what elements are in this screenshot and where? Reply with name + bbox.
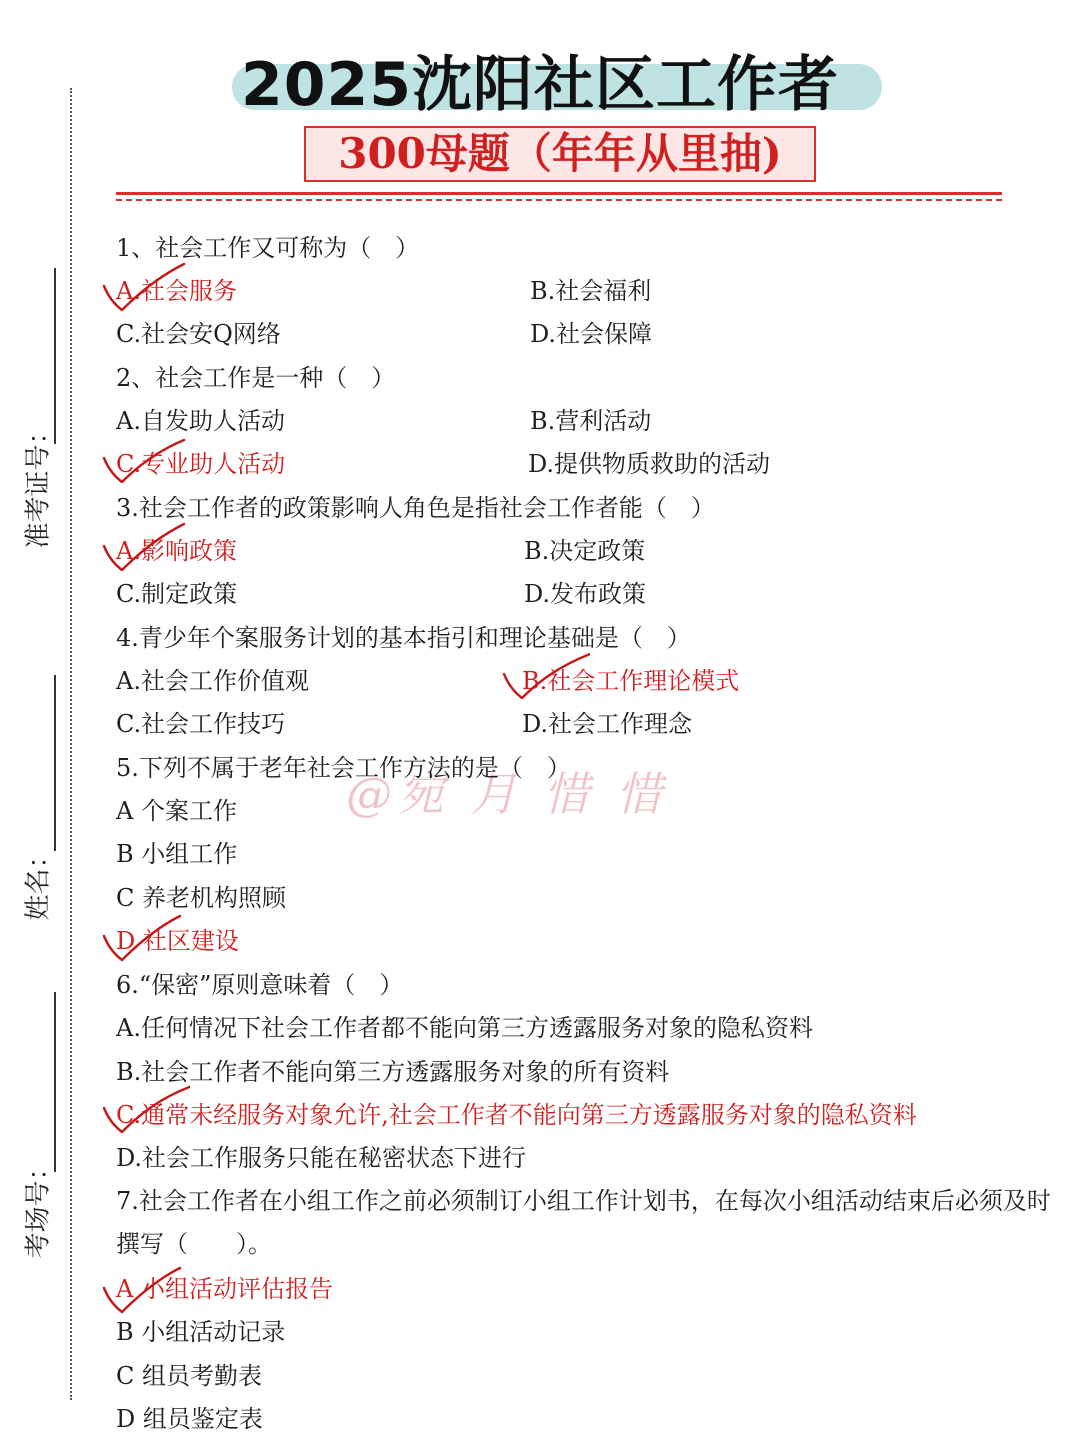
room-blank: [54, 992, 56, 1172]
q5-option-b: B 小组工作: [116, 840, 238, 868]
q3-option-c: C.制定政策: [116, 580, 238, 608]
room-label: 考场号：: [23, 1154, 54, 1259]
q2-option-b: B.营利活动: [530, 407, 652, 435]
binding-dotted-line: [70, 88, 72, 1400]
question-7: 7.社会工作者在小组工作之前必须制订小组工作计划书，在每次小组活动结束后必须及时撰写（ ）。: [116, 1187, 1051, 1258]
q7-option-b: B 小组活动记录: [116, 1318, 286, 1346]
question-5: 5.下列不属于老年社会工作方法的是（ ）: [116, 754, 571, 782]
q3-option-b: B.决定政策: [524, 537, 646, 565]
q7-option-d: D 组员鉴定表: [116, 1405, 263, 1433]
check-mark-icon: [100, 912, 190, 972]
q7-option-c: C 组员考勤表: [116, 1362, 262, 1390]
exam-id-label: 准考证号：: [23, 418, 54, 549]
exam-id-blank: [54, 268, 56, 444]
q1-option-a: A.社会服务: [116, 277, 237, 305]
header-dashed-divider: [116, 199, 1002, 201]
check-mark-icon: [100, 436, 190, 496]
check-mark-icon: [100, 1262, 190, 1322]
q5-option-d: D 社区建设: [116, 927, 239, 955]
q6-option-d: D.社会工作服务只能在秘密状态下进行: [116, 1144, 527, 1172]
q1-option-d: D.社会保障: [530, 320, 653, 348]
q1-option-c: C.社会安Q网络: [116, 320, 281, 348]
q3-option-d: D.发布政策: [524, 580, 647, 608]
q7-option-a: A 小组活动评估报告: [116, 1275, 333, 1303]
question-2: 2、社会工作是一种（ ）: [116, 364, 396, 392]
page-subtitle: 300母题（年年从里抽): [338, 129, 782, 178]
question-1: 1、社会工作又可称为（ ）: [116, 234, 420, 262]
q4-option-c: C.社会工作技巧: [116, 710, 286, 738]
q4-option-d: D.社会工作理念: [522, 710, 693, 738]
q3-option-a: A.影响政策: [116, 537, 237, 565]
name-label: 姓名：: [23, 842, 54, 921]
q4-option-b: B.社会工作理论模式: [522, 667, 740, 695]
page-title: 2025沈阳社区工作者: [241, 50, 839, 120]
check-mark-icon: [100, 1084, 190, 1144]
check-mark-icon: [100, 262, 190, 322]
name-blank: [54, 675, 56, 851]
check-mark-icon: [100, 522, 190, 582]
header-divider: [116, 192, 1002, 195]
q6-option-c: C.通常未经服务对象允许,社会工作者不能向第三方透露服务对象的隐私资料: [116, 1101, 917, 1129]
q2-option-a: A.自发助人活动: [116, 407, 285, 435]
q4-option-a: A.社会工作价值观: [116, 667, 309, 695]
question-4: 4.青少年个案服务计划的基本指引和理论基础是（ ）: [116, 624, 691, 652]
q6-option-a: A.任何情况下社会工作者都不能向第三方透露服务对象的隐私资料: [116, 1014, 813, 1042]
author-watermark: @宛 月 惜 惜: [346, 767, 668, 821]
q2-option-c: C.专业助人活动: [116, 450, 286, 478]
q2-option-d: D.提供物质救助的活动: [528, 450, 771, 478]
question-6: 6.“保密”原则意味着（ ）: [116, 971, 404, 999]
q5-option-c: C 养老机构照顾: [116, 884, 286, 912]
question-3: 3.社会工作者的政策影响人角色是指社会工作者能（ ）: [116, 494, 715, 522]
check-mark-icon: [500, 652, 590, 712]
q1-option-b: B.社会福利: [530, 277, 652, 305]
q5-option-a: A 个案工作: [116, 797, 237, 825]
q6-option-b: B.社会工作者不能向第三方透露服务对象的所有资料: [116, 1058, 670, 1086]
